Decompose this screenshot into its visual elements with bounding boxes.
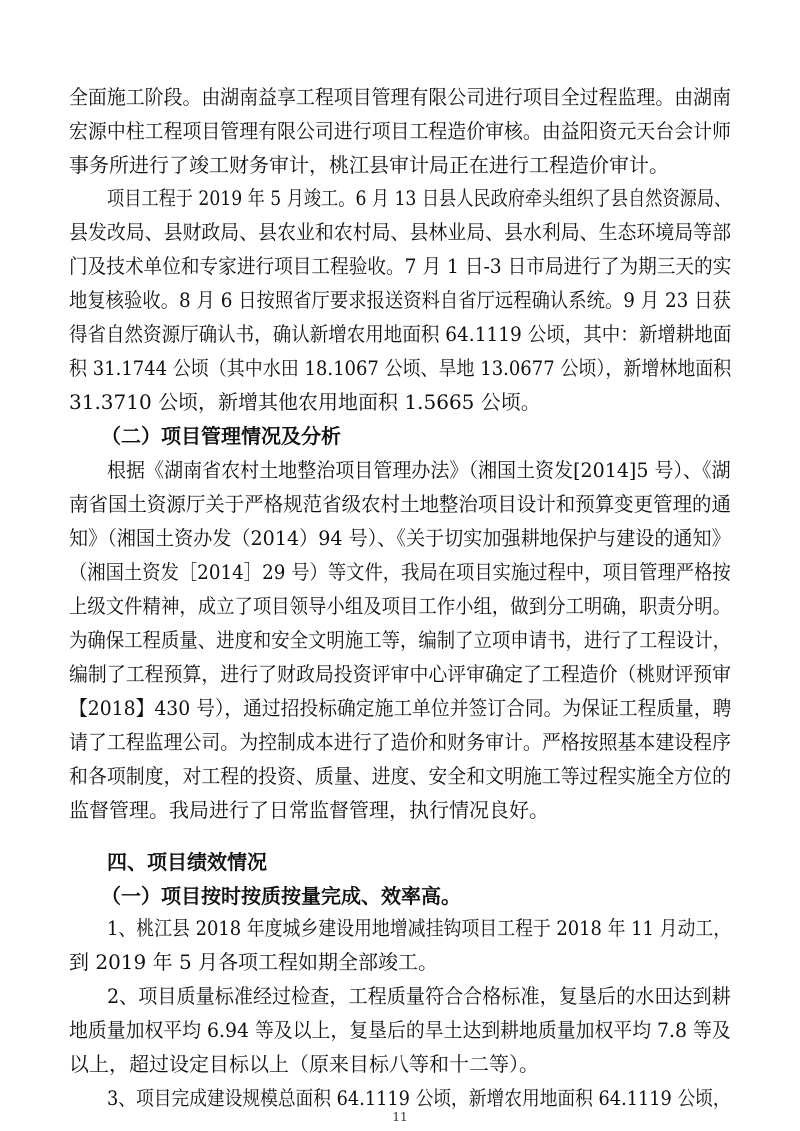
text-line: （湘国土资发［2014］29 号）等文件，我局在项目实施过程中，项目管理严格按 xyxy=(69,560,731,584)
text-line: 监督管理。我局进行了日常监督管理，执行情况良好。 xyxy=(69,798,549,822)
text-line: 31.3710 公顷，新增其他农用地面积 1.5665 公顷。 xyxy=(69,390,541,414)
text-line: 得省自然资源厅确认书，确认新增农用地面积 64.1119 公顷，其中：新增耕地面 xyxy=(69,322,732,346)
text-line: 宏源中柱工程项目管理有限公司进行项目工程造价审核。由益阳资元天台会计师 xyxy=(69,119,731,143)
text-line: 编制了工程预算，进行了财政局投资评审中心评审确定了工程造价（桃财评预审 xyxy=(69,662,731,686)
text-line: 为确保工程质量、进度和安全文明施工等，编制了立项申请书，进行了工程设计， xyxy=(69,628,731,652)
text-line: 和各项制度，对工程的投资、质量、进度、安全和文明施工等过程实施全方位的 xyxy=(69,764,731,788)
subsection-heading: （一）项目按时按质按量完成、效率高。 xyxy=(101,884,461,908)
text-line: 上级文件精神，成立了项目领导小组及项目工作小组，做到分工明确，职责分明。 xyxy=(69,594,731,618)
page-number: 11 xyxy=(392,1110,408,1124)
text-line: 到 2019 年 5 月各项工程如期全部竣工。 xyxy=(69,950,439,974)
text-line: 【2018】430 号），通过招投标确定施工单位并签订合同。为保证工程质量，聘 xyxy=(69,696,732,720)
text-line: 南省国土资源厅关于严格规范省级农村土地整治项目设计和预算变更管理的通 xyxy=(69,492,731,516)
text-line: 积 31.1744 公顷（其中水田 18.1067 公顷、旱地 13.0677 公顷），新增林地面积 xyxy=(69,356,732,380)
text-line: 知》（湘国土资办发（2014）94 号）、《关于切实加强耕地保护与建设的通知》 xyxy=(69,526,731,550)
text-line: 项目工程于 2019 年 5 月竣工。6 月 13 日县人民政府牵头组织了县自然资源局、 xyxy=(107,186,732,210)
text-line: 3、项目完成建设规模总面积 64.1119 公顷，新增农用地面积 64.1119 公顷， xyxy=(107,1086,731,1110)
text-line: 事务所进行了竣工财务审计，桃江县审计局正在进行工程造价审计。 xyxy=(69,153,669,177)
text-line: 门及技术单位和专家进行项目工程验收。7 月 1 日-3 日市局进行了为期三天的实 xyxy=(69,254,732,278)
text-line: 地复核验收。8 月 6 日按照省厅要求报送资料自省厅远程确认系统。9 月 23 日获 xyxy=(69,288,731,312)
text-line: 1、桃江县 2018 年度城乡建设用地增减挂钩项目工程于 2018 年 11 月动工， xyxy=(107,916,732,940)
text-line: 县发改局、县财政局、县农业和农村局、县林业局、县水利局、生态环境局等部 xyxy=(69,220,731,244)
section-heading: 四、项目绩效情况 xyxy=(107,850,267,874)
text-line: 全面施工阶段。由湖南益享工程项目管理有限公司进行项目全过程监理。由湖南 xyxy=(69,85,731,109)
text-line: 根据《湖南省农村土地整治项目管理办法》（湘国土资发[2014]5 号）、《湖 xyxy=(107,458,731,482)
text-line: 请了工程监理公司。为控制成本进行了造价和财务审计。严格按照基本建设程序 xyxy=(69,730,731,754)
text-line: 以上，超过设定目标以上（原来目标八等和十二等）。 xyxy=(69,1052,539,1076)
text-line: 地质量加权平均 6.94 等及以上，复垦后的旱土达到耕地质量加权平均 7.8 等及 xyxy=(69,1018,731,1042)
section-heading: （二）项目管理情况及分析 xyxy=(101,424,341,448)
text-line: 2、项目质量标准经过检查，工程质量符合合格标准，复垦后的水田达到耕 xyxy=(107,984,731,1008)
